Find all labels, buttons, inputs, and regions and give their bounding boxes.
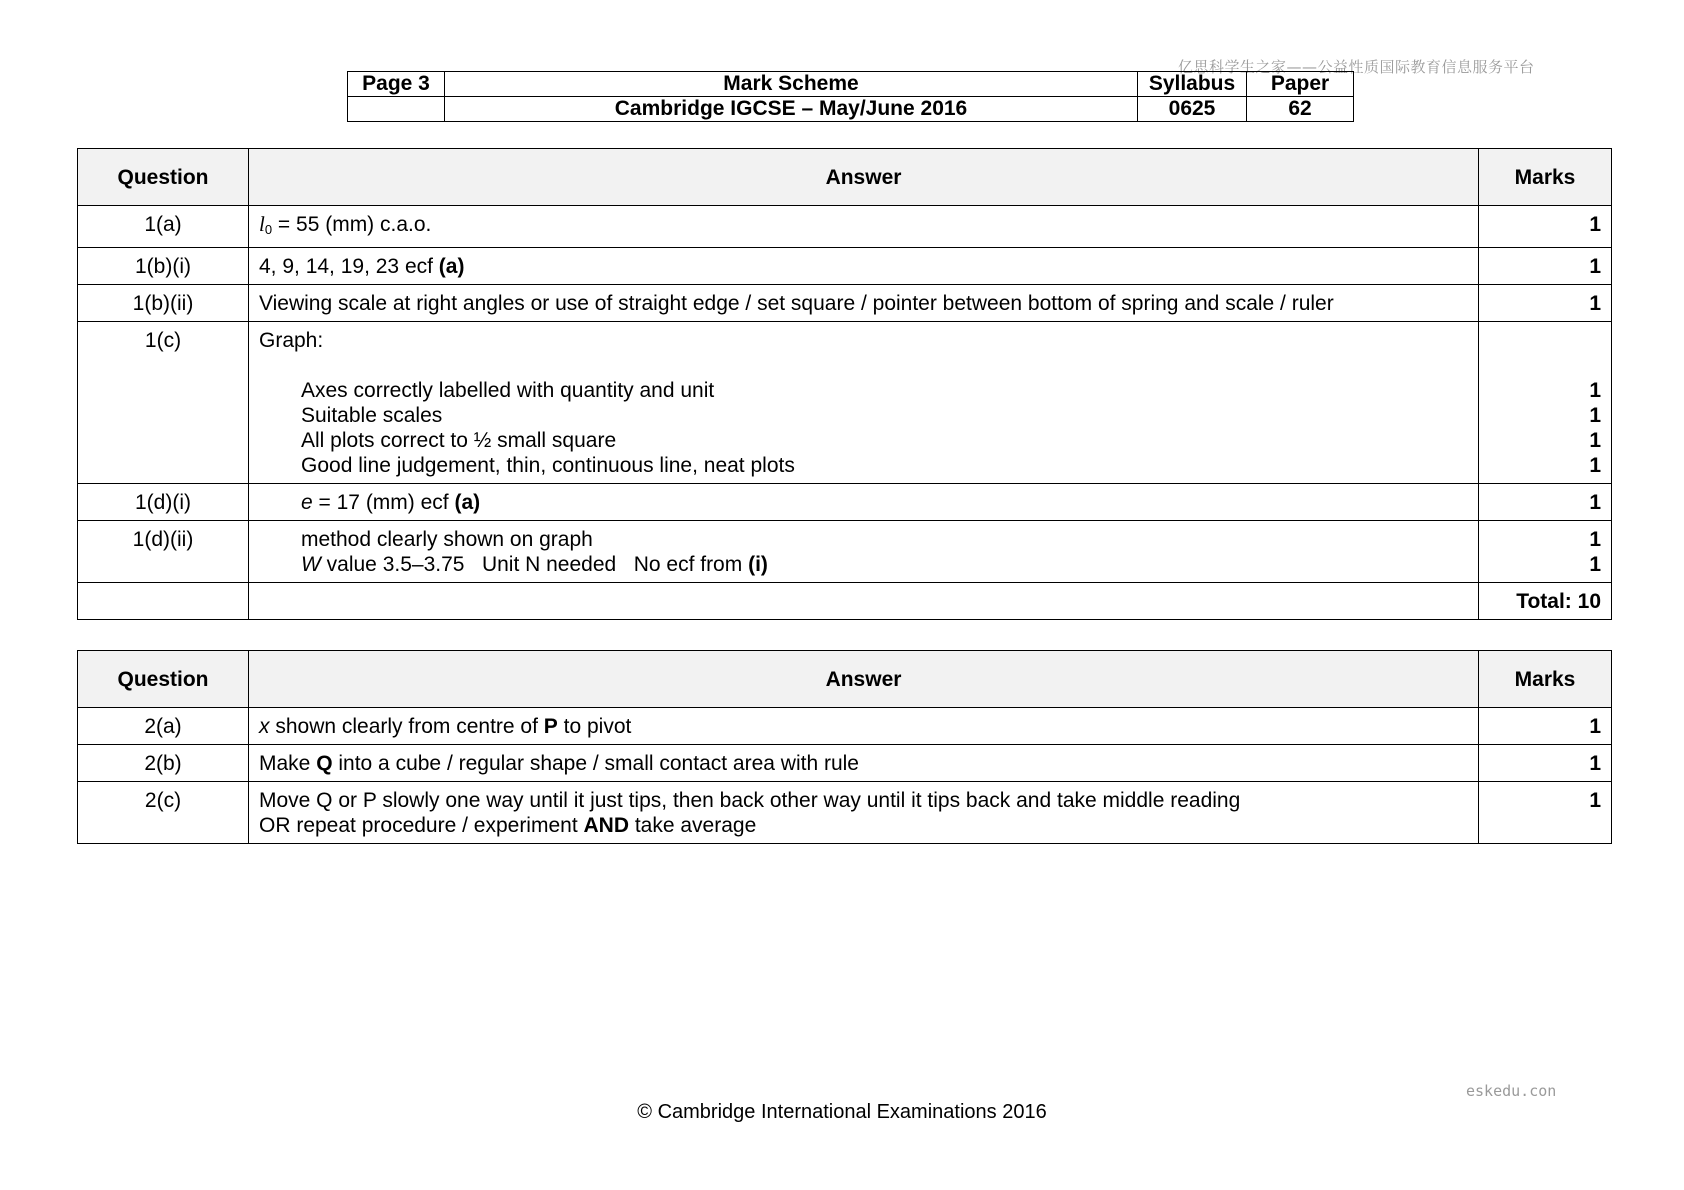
answer-bold: P [543, 715, 558, 738]
table-row [78, 484, 1612, 521]
footer-copyright: © Cambridge International Examinations 2016 [637, 1101, 1047, 1123]
marks-header: Marks [1479, 651, 1612, 708]
question-number: 1(d)(ii) [78, 521, 249, 583]
answer-reference: (a) [438, 255, 465, 278]
paper-value: 62 [1247, 97, 1354, 122]
mark-value: 1 [1479, 248, 1612, 285]
mark-value: 1 [1589, 454, 1601, 477]
spacer [1489, 328, 1601, 353]
watermark-bottom: eskedu.con [1466, 1082, 1557, 1100]
question-number: 1(b)(i) [78, 248, 249, 285]
answer-text: into a cube / regular shape / small contact area with rule [332, 752, 859, 775]
answer-line [259, 813, 1468, 838]
empty-cell [249, 583, 1479, 620]
mark-value: 1 [1479, 206, 1612, 248]
answer-line: Good line judgement, thin, continuous line, neat plots [301, 454, 795, 477]
answer-cell [249, 521, 1479, 583]
answer-line: Axes correctly labelled with quantity and unit [301, 379, 715, 402]
answer-reference: (i) [748, 553, 768, 576]
page-blank [348, 97, 445, 122]
marks-header: Marks [1479, 149, 1612, 206]
table-header-row [78, 651, 1612, 708]
answer-cell [249, 206, 1479, 248]
answer-text: to pivot [557, 715, 632, 738]
answer-cell [249, 248, 1479, 285]
question-1-table [77, 148, 1612, 620]
mark-value: 1 [1479, 782, 1612, 844]
answer-cell [249, 708, 1479, 745]
answer-cell [249, 322, 1479, 484]
mark-value: 1 [1589, 379, 1601, 402]
header-table [347, 71, 1354, 122]
table-row [78, 285, 1612, 322]
answer-text: take average [629, 814, 757, 837]
paper-label: Paper [1247, 72, 1354, 97]
answer-cell [249, 745, 1479, 782]
question-number: 1(b)(ii) [78, 285, 249, 322]
answer-cell [249, 782, 1479, 844]
question-header: Question [78, 149, 249, 206]
answer-line: Suitable scales [301, 404, 443, 427]
syllabus-value: 0625 [1138, 97, 1247, 122]
table-row [78, 521, 1612, 583]
total-row [78, 583, 1612, 620]
answer-intro: Graph: [259, 329, 324, 352]
answer-text: OR repeat procedure / experiment [259, 814, 584, 837]
answer-line [259, 491, 480, 514]
page-number: Page 3 [348, 72, 445, 97]
table-row [78, 248, 1612, 285]
mark-value: 1 [1479, 484, 1612, 521]
answer-text: = 55 (mm) c.a.o. [272, 213, 432, 236]
document-subtitle: Cambridge IGCSE – May/June 2016 [445, 97, 1138, 122]
table-row [78, 206, 1612, 248]
answer-text: 4, 9, 14, 19, 23 ecf [259, 255, 439, 278]
question-2-table [77, 650, 1612, 844]
answer-line: Move Q or P slowly one way until it just tips, then back other way until it tips back and take middle reading [259, 789, 1241, 812]
answer-subscript: 0 [264, 222, 273, 237]
syllabus-label: Syllabus [1138, 72, 1247, 97]
document-title: Mark Scheme [445, 72, 1138, 97]
question-number: 2(c) [78, 782, 249, 844]
watermark-top: 亿思科学生之家——公益性质国际教育信息服务平台 [1178, 58, 1535, 76]
question-number: 1(a) [78, 206, 249, 248]
answer-symbol: W [301, 553, 321, 576]
mark-value: 1 [1479, 745, 1612, 782]
mark-value: 1 [1589, 553, 1601, 576]
answer-text: value 3.5–3.75 Unit N needed No ecf from [320, 553, 749, 576]
spacer [1489, 353, 1601, 378]
mark-value: 1 [1479, 285, 1612, 322]
answer-text: Make [259, 752, 317, 775]
question-number: 1(c) [78, 322, 249, 484]
answer-header: Answer [249, 149, 1479, 206]
answer-cell [249, 484, 1479, 521]
mark-value: 1 [1589, 429, 1601, 452]
question-number: 2(b) [78, 745, 249, 782]
mark-cell [1479, 322, 1612, 484]
mark-value: 1 [1479, 708, 1612, 745]
answer-reference: (a) [454, 491, 481, 514]
answer-bold: Q [316, 752, 333, 775]
mark-value: 1 [1589, 404, 1601, 427]
answer-text: shown clearly from centre of [269, 715, 544, 738]
answer-line: method clearly shown on graph [301, 528, 593, 551]
empty-cell [78, 583, 249, 620]
spacer [259, 353, 1468, 378]
table-row [78, 322, 1612, 484]
answer-line [259, 552, 1468, 577]
answer-symbol: l [259, 212, 265, 236]
answer-bold: AND [583, 814, 629, 837]
answer-text: Viewing scale at right angles or use of straight edge / set square / pointer between bottom of spring and scale / ruler [249, 285, 1479, 322]
table-row [78, 708, 1612, 745]
answer-text: = 17 (mm) ecf [312, 491, 455, 514]
mark-cell [1479, 521, 1612, 583]
answer-line: All plots correct to ½ small square [301, 429, 617, 452]
answer-symbol: x [259, 715, 270, 738]
mark-value: 1 [1589, 528, 1601, 551]
table-row [78, 782, 1612, 844]
question-header: Question [78, 651, 249, 708]
answer-symbol: e [301, 491, 313, 514]
question-number: 2(a) [78, 708, 249, 745]
question-number: 1(d)(i) [78, 484, 249, 521]
answer-header: Answer [249, 651, 1479, 708]
table-header-row [78, 149, 1612, 206]
total-marks: Total: 10 [1479, 583, 1612, 620]
table-row [78, 745, 1612, 782]
